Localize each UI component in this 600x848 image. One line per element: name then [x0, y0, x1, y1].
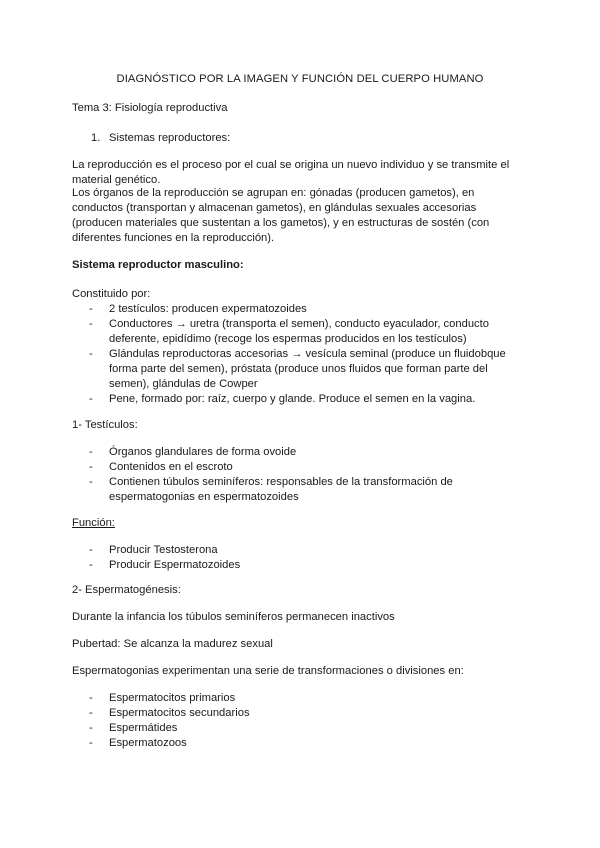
- intro-paragraph-1: La reproducción es el proceso por el cual se origina un nuevo individuo y se transmite el material genético.: [72, 159, 510, 186]
- function-list: [89, 543, 519, 573]
- list-item-text: Contenidos en el escroto: [109, 461, 233, 473]
- list-item-text: Espermatocitos secundarios: [109, 707, 250, 719]
- intro-paragraph-2: Los órganos de la reproducción se agrupan en: gónadas (producen gametos), en conductos (transportan y almacenan gametos), en glándulas sexuales accesorias (producen materiales que sustentan a los gametos), y en estructuras de sostén (con diferentes funciones en la reproducción).: [72, 187, 490, 244]
- spermatogenesis-paragraph-1: Durante la infancia los túbulos seminíferos permanecen inactivos: [72, 611, 395, 623]
- list-item-text: Pene, formado por: raíz, cuerpo y glande. Produce el semen en la vagina.: [109, 393, 476, 405]
- list-item: [89, 460, 519, 475]
- document-title: DIAGNÓSTICO POR LA IMAGEN Y FUNCIÓN DEL CUERPO HUMANO: [116, 73, 484, 85]
- list-item-text: 2 testículos: producen expermatozoides: [109, 303, 307, 315]
- dash-bullet: -: [89, 318, 93, 330]
- list-item: [89, 475, 519, 505]
- topic-line: Tema 3: Fisiología reproductiva: [72, 102, 228, 114]
- spermatogenesis-paragraph-3: Espermatogonias experimentan una serie de transformaciones o divisiones en:: [72, 665, 464, 677]
- male-system-heading: Sistema reproductor masculino:: [72, 259, 244, 271]
- list-item: [89, 721, 519, 736]
- dash-bullet: -: [89, 722, 93, 734]
- spermatogenesis-heading: 2- Espermatogénesis:: [72, 584, 181, 596]
- numbered-item-sistemas: [91, 131, 230, 146]
- dash-bullet: -: [89, 393, 93, 405]
- list-item: [89, 392, 519, 407]
- spermatogenesis-list: [89, 691, 519, 751]
- dash-bullet: -: [89, 559, 93, 571]
- dash-bullet: -: [89, 707, 93, 719]
- list-item: [89, 317, 519, 347]
- list-item-text: Espermatozoos: [109, 737, 187, 749]
- list-item-text: Glándulas reproductoras accesorias → vesícula seminal (produce un fluidobque forma parte del semen), próstata (produce unos fluidos que forman parte del semen), glándulas de Cowper: [109, 348, 506, 390]
- dash-bullet: -: [89, 544, 93, 556]
- list-number: 1.: [91, 132, 101, 144]
- dash-bullet: -: [89, 692, 93, 704]
- list-item-text: Órganos glandulares de forma ovoide: [109, 446, 297, 458]
- list-item-text: Contienen túbulos seminíferos: responsables de la transformación de espermatogonias en espermatozoides: [109, 476, 453, 503]
- list-item: [89, 736, 519, 751]
- dash-bullet: -: [89, 737, 93, 749]
- numbered-item-label: Sistemas reproductores:: [109, 132, 231, 144]
- list-item-text: Producir Espermatozoides: [109, 559, 241, 571]
- function-heading: Función:: [72, 517, 115, 529]
- dash-bullet: -: [89, 476, 93, 488]
- list-item-text: Conductores → uretra (transporta el semen), conducto eyaculador, conducto deferente, epidídimo (recoge los espermas producidos en los testículos): [109, 318, 489, 345]
- constituted-list: [89, 302, 519, 407]
- dash-bullet: -: [89, 303, 93, 315]
- list-item: [89, 302, 519, 317]
- list-item-text: Producir Testosterona: [109, 544, 218, 556]
- spermatogenesis-paragraph-2: Pubertad: Se alcanza la madurez sexual: [72, 638, 273, 650]
- list-item: [89, 706, 519, 721]
- dash-bullet: -: [89, 446, 93, 458]
- list-item: [89, 445, 519, 460]
- list-item-text: Espermátides: [109, 722, 178, 734]
- list-item: [89, 691, 519, 706]
- list-item: [89, 347, 519, 392]
- list-item: [89, 558, 519, 573]
- dash-bullet: -: [89, 461, 93, 473]
- dash-bullet: -: [89, 348, 93, 360]
- testicles-heading: 1- Testículos:: [72, 419, 138, 431]
- testicles-list: [89, 445, 519, 505]
- list-item-text: Espermatocitos primarios: [109, 692, 236, 704]
- list-item: [89, 543, 519, 558]
- constituted-label: Constituido por:: [72, 288, 151, 300]
